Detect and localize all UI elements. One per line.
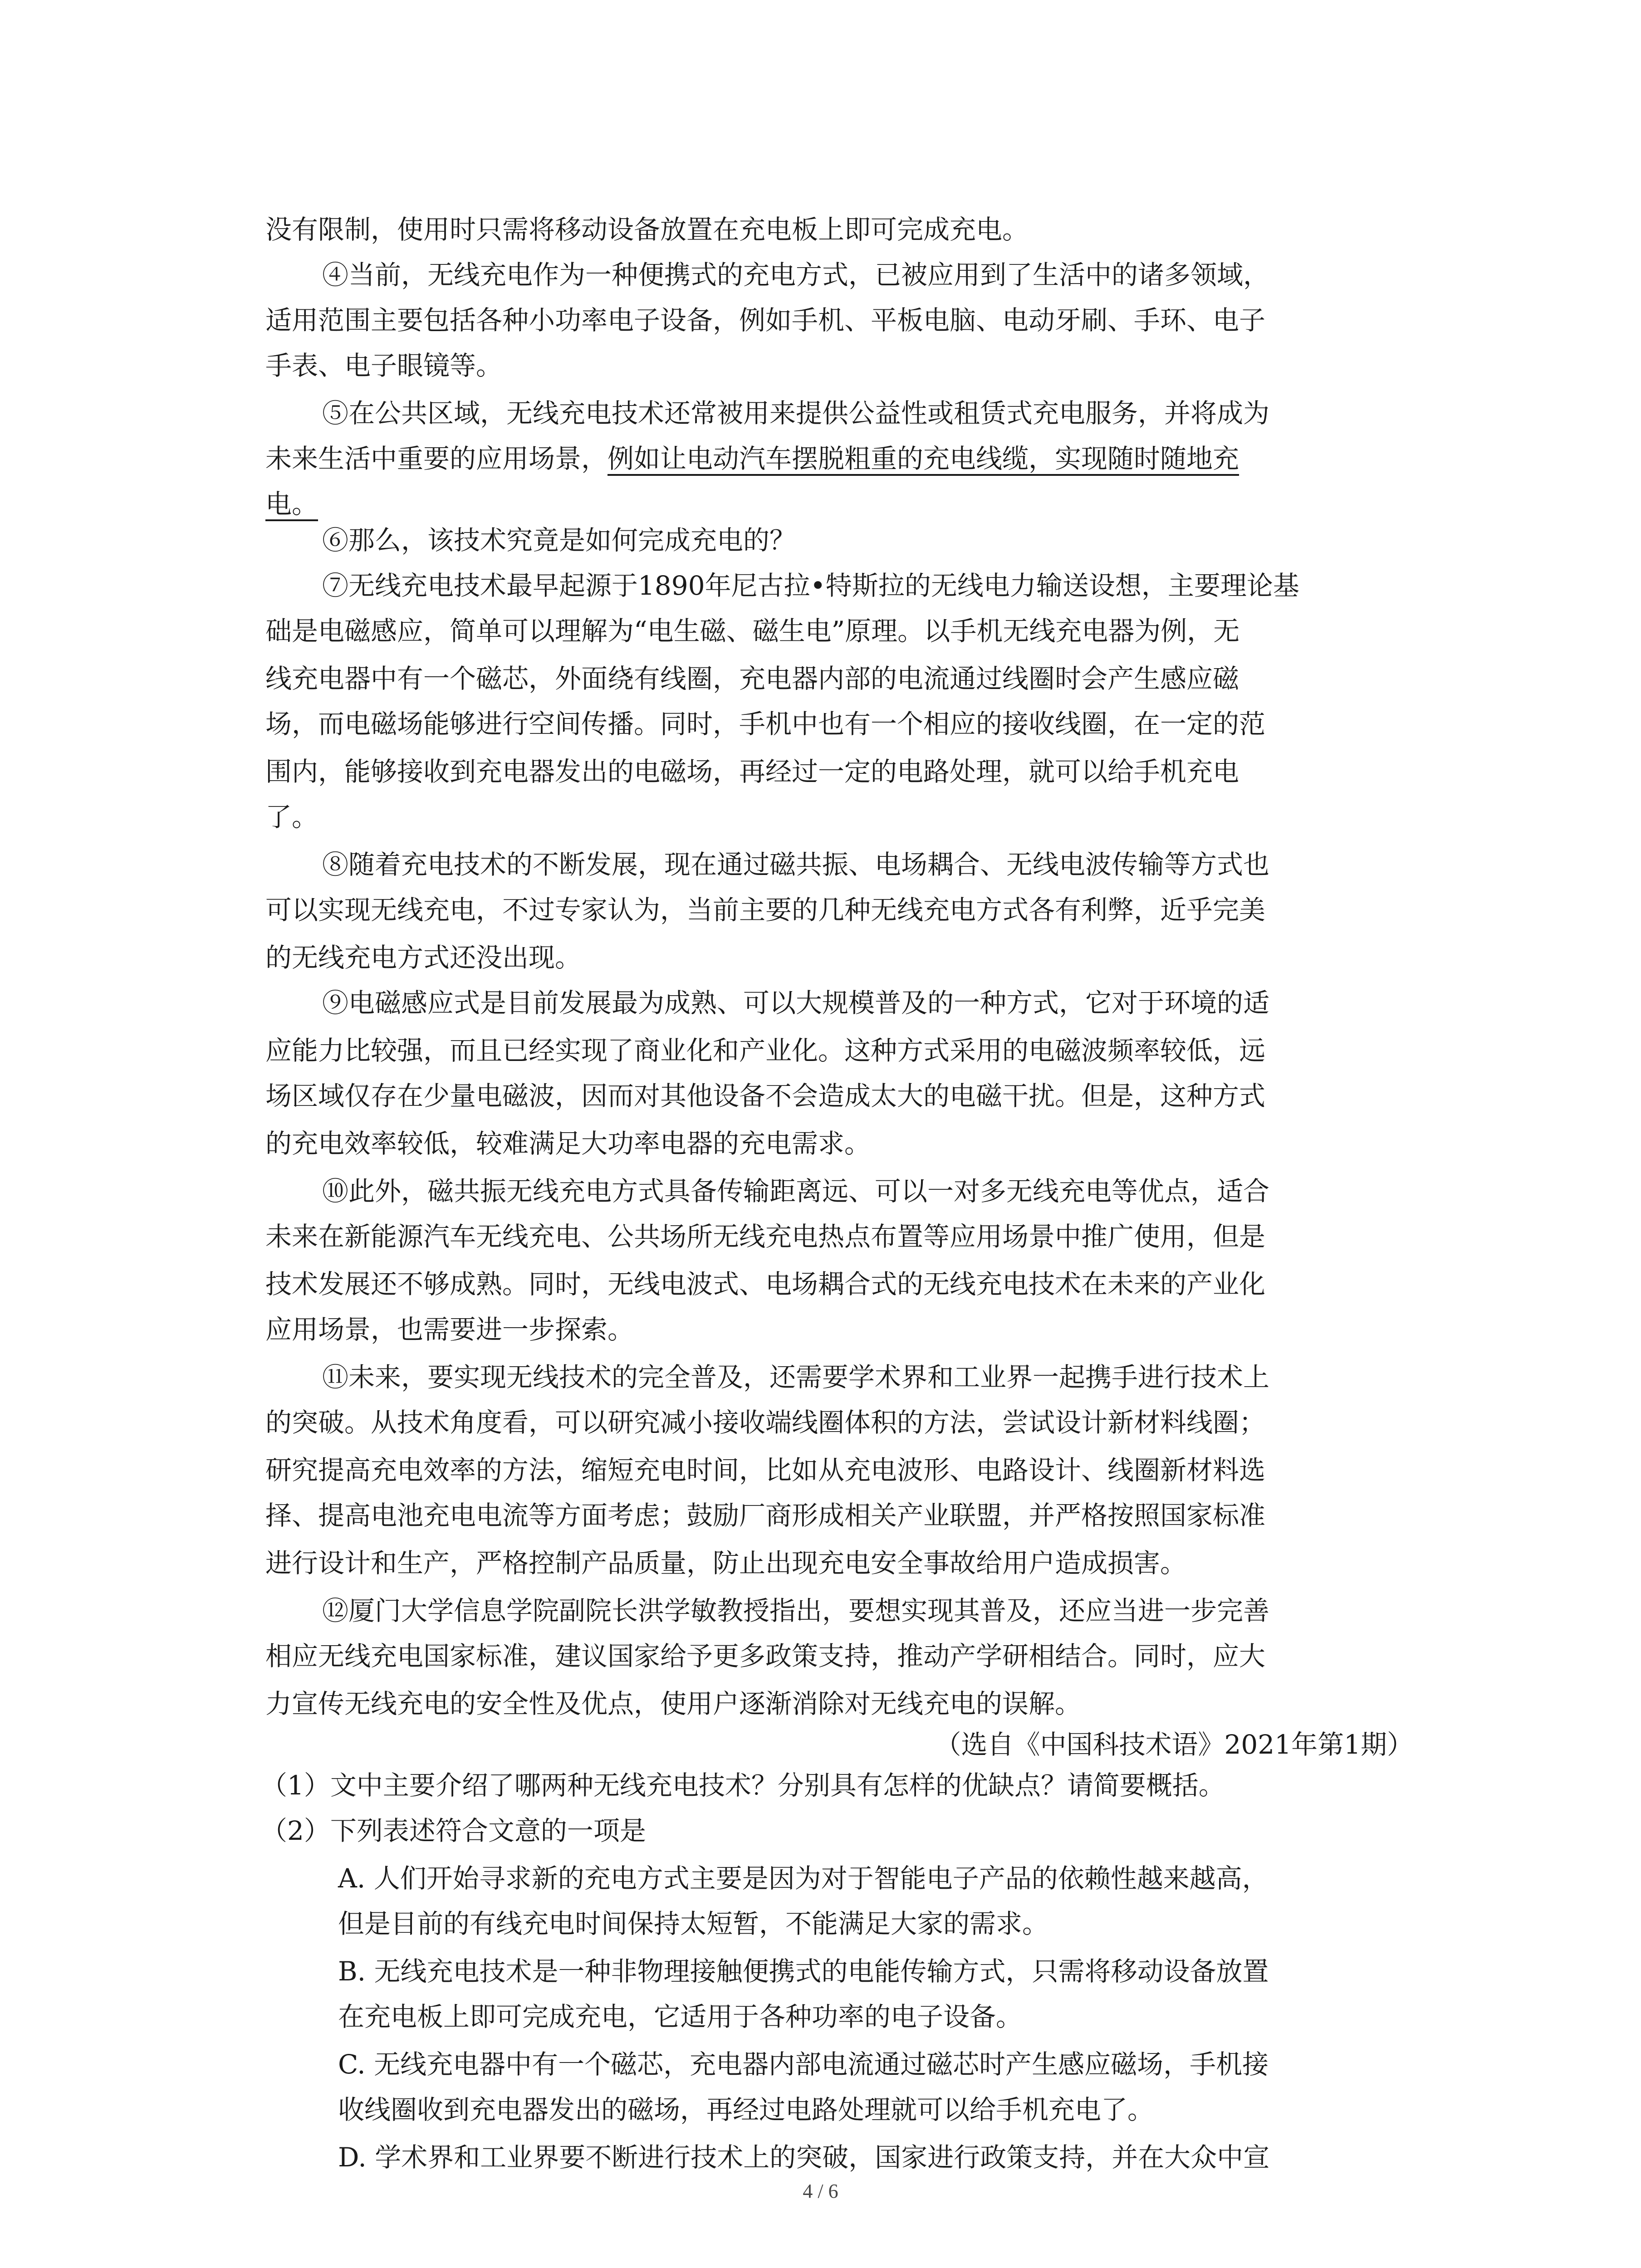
paragraph-10-line: 技术发展还不够成熟。同时，无线电波式、电场耦合式的无线充电技术在未来的产业化 [265, 1269, 1266, 1300]
option-a-line: A. 人们开始寻求新的充电方式主要是因为对于智能电子产品的依赖性越来越高， [338, 1863, 1269, 1894]
paragraph-10-line: 未来在新能源汽车无线充电、公共场所无线充电热点布置等应用场景中推广使用，但是 [265, 1221, 1266, 1252]
paragraph-9-line: 应能力比较强，而且已经实现了商业化和产业化。这种方式采用的电磁波频率较低，远 [265, 1035, 1266, 1066]
paragraph-3-tail: 没有限制，使用时只需将移动设备放置在充电板上即可完成充电。 [265, 214, 1029, 245]
paragraph-8-line: 可以实现无线充电，不过专家认为，当前主要的几种无线充电方式各有利弊，近乎完美 [265, 894, 1266, 925]
paragraph-12-line: 相应无线充电国家标准，建议国家给予更多政策支持，推动产学研相结合。同时，应大 [265, 1641, 1266, 1672]
underlined-sentence: 例如让电动汽车摆脱粗重的充电线缆，实现随时随地充 [607, 443, 1239, 474]
paragraph-5-text: 未来生活中重要的应用场景， [265, 443, 608, 474]
paragraph-12-line: 力宣传无线充电的安全性及优点，使用户逐渐消除对无线充电的误解。 [265, 1688, 1082, 1719]
paragraph-4-line: 适用范围主要包括各种小功率电子设备，例如手机、平板电脑、电动牙刷、手环、电子 [265, 305, 1266, 336]
paragraph-11-line: 研究提高充电效率的方法，缩短充电时间，比如从充电波形、电路设计、线圈新材料选 [265, 1455, 1266, 1486]
paragraph-5-line: ⑤在公共区域，无线充电技术还常被用来提供公益性或租赁式充电服务，并将成为 [322, 398, 1270, 429]
option-b-line: 在充电板上即可完成充电，它适用于各种功率的电子设备。 [338, 2001, 1023, 2032]
option-d-line: D. 学术界和工业界要不断进行技术上的突破，国家进行政策支持，并在大众中宣 [338, 2142, 1270, 2173]
paragraph-4-line: ④当前，无线充电作为一种便携式的充电方式，已被应用到了生活中的诸多领域， [322, 259, 1270, 290]
paragraph-8-line: ⑧随着充电技术的不断发展，现在通过磁共振、电场耦合、无线电波传输等方式也 [322, 849, 1270, 880]
paragraph-7-line: 了。 [265, 802, 318, 832]
page-number: 4 / 6 [803, 2180, 838, 2202]
paragraph-11-line: ⑪未来，要实现无线技术的完全普及，还需要学术界和工业界一起携手进行技术上 [322, 1362, 1270, 1393]
paragraph-11-line: 的突破。从技术角度看，可以研究减小接收端线圈体积的方法，尝试设计新材料线圈； [265, 1407, 1266, 1438]
paragraph-9-line: 场区域仅存在少量电磁波，因而对其他设备不会造成太大的电磁干扰。但是，这种方式 [265, 1080, 1266, 1111]
paragraph-5-line [265, 442, 1239, 475]
paragraph-10-line: 应用场景，也需要进一步探索。 [265, 1314, 634, 1345]
paragraph-4-line: 手表、电子眼镜等。 [265, 350, 503, 381]
question-2: （2）下列表述符合文意的一项是 [261, 1815, 646, 1846]
paragraph-7-line: 线充电器中有一个磁芯，外面绕有线圈，充电器内部的电流通过线圈时会产生感应磁 [265, 663, 1239, 694]
paragraph-11-line: 进行设计和生产，严格控制产品质量，防止出现充电安全事故给用户造成损害。 [265, 1548, 1187, 1579]
paragraph-9-line: 的充电效率较低，较难满足大功率电器的充电需求。 [265, 1128, 871, 1159]
paragraph-8-line: 的无线充电方式还没出现。 [265, 942, 582, 973]
option-b-line: B. 无线充电技术是一种非物理接触便携式的电能传输方式，只需将移动设备放置 [338, 1956, 1269, 1987]
paragraph-5-line [265, 488, 318, 520]
paragraph-7-line: 场，而电磁场能够进行空间传播。同时，手机中也有一个相应的接收线圈，在一定的范 [265, 709, 1266, 739]
paragraph-7-line: ⑦无线充电技术最早起源于1890年尼古拉•特斯拉的无线电力输送设想，主要理论基 [322, 570, 1299, 601]
paragraph-7-line: 围内，能够接收到充电器发出的电磁场，再经过一定的电路处理，就可以给手机充电 [265, 756, 1239, 787]
source-citation: （选自《中国科技术语》2021年第1期） [935, 1729, 1413, 1760]
paragraph-10-line: ⑩此外，磁共振无线充电方式具备传输距离远、可以一对多无线充电等优点，适合 [322, 1176, 1270, 1207]
paragraph-11-line: 择、提高电池充电电流等方面考虑；鼓励厂商形成相关产业联盟，并严格按照国家标准 [265, 1500, 1266, 1531]
paragraph-9-line: ⑨电磁感应式是目前发展最为成熟、可以大规模普及的一种方式，它对于环境的适 [322, 987, 1270, 1018]
option-c-line: C. 无线充电器中有一个磁芯，充电器内部电流通过磁芯时产生感应磁场，手机接 [338, 2049, 1269, 2080]
paragraph-6: ⑥那么，该技术究竟是如何完成充电的？ [322, 525, 796, 556]
option-a-line: 但是目前的有线充电时间保持太短暂，不能满足大家的需求。 [338, 1908, 1049, 1939]
paragraph-12-line: ⑫厦门大学信息学院副院长洪学敏教授指出，要想实现其普及，还应当进一步完善 [322, 1595, 1270, 1626]
paragraph-7-line: 础是电磁感应，简单可以理解为“电生磁、磁生电”原理。以手机无线充电器为例，无 [265, 616, 1240, 646]
underlined-sentence-end: 电。 [265, 489, 318, 519]
question-1: （1）文中主要介绍了哪两种无线充电技术？分别具有怎样的优缺点？请简要概括。 [261, 1770, 1225, 1801]
option-c-line: 收线圈收到充电器发出的磁场，再经过电路处理就可以给手机充电了。 [338, 2094, 1154, 2125]
